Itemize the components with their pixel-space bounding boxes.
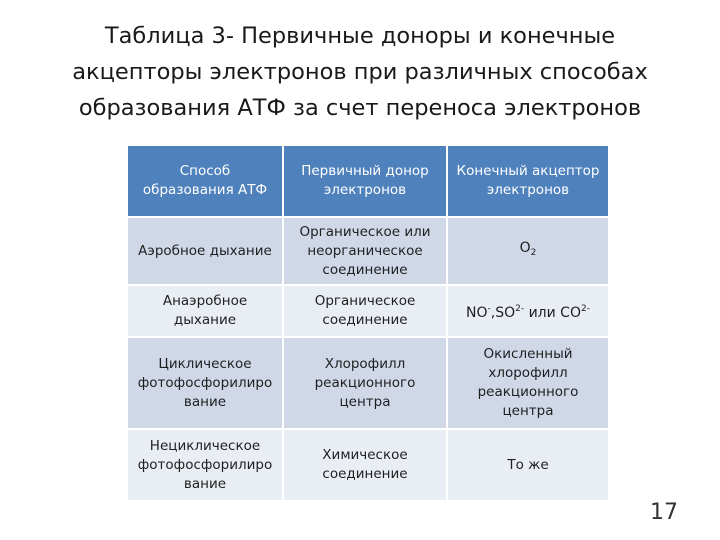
electron-transfer-table xyxy=(128,146,608,500)
table-row xyxy=(128,216,608,284)
header-donor: Первичный донор электронов xyxy=(284,146,448,216)
formula-anaerobic-acceptors: $NO^-,SO^{2-}$ или $CO^{2-}$ xyxy=(466,303,590,321)
cell-acceptor xyxy=(448,284,608,336)
table-row xyxy=(128,336,608,428)
formula-o2: $O_2$ xyxy=(519,240,537,258)
cell-acceptor: Окисленный хлорофилл реакционного центра xyxy=(448,336,608,428)
cell-method: Анаэробное дыхание xyxy=(128,284,284,336)
table-header-row xyxy=(128,146,608,216)
cell-donor: Органическое или неорганическое соединение xyxy=(284,216,448,284)
table-row xyxy=(128,428,608,500)
cell-method: Нециклическое фотофосфорилиро вание xyxy=(128,428,284,500)
header-method: Способ образования АТФ xyxy=(128,146,284,216)
slide-title: Таблица 3- Первичные доноры и конечные акцепторы электронов при различных способах образования АТФ за счет переноса электронов xyxy=(72,23,648,121)
cell-method: Аэробное дыхание xyxy=(128,216,284,284)
cell-donor: Хлорофилл реакционного центра xyxy=(284,336,448,428)
cell-donor: Химическое соединение xyxy=(284,428,448,500)
page-number: 17 xyxy=(650,500,678,525)
table-row xyxy=(128,284,608,336)
cell-donor: Органическое соединение xyxy=(284,284,448,336)
header-acceptor: Конечный акцептор электронов xyxy=(448,146,608,216)
cell-acceptor: То же xyxy=(448,428,608,500)
cell-method: Циклическое фотофосфорилиро вание xyxy=(128,336,284,428)
cell-acceptor xyxy=(448,216,608,284)
